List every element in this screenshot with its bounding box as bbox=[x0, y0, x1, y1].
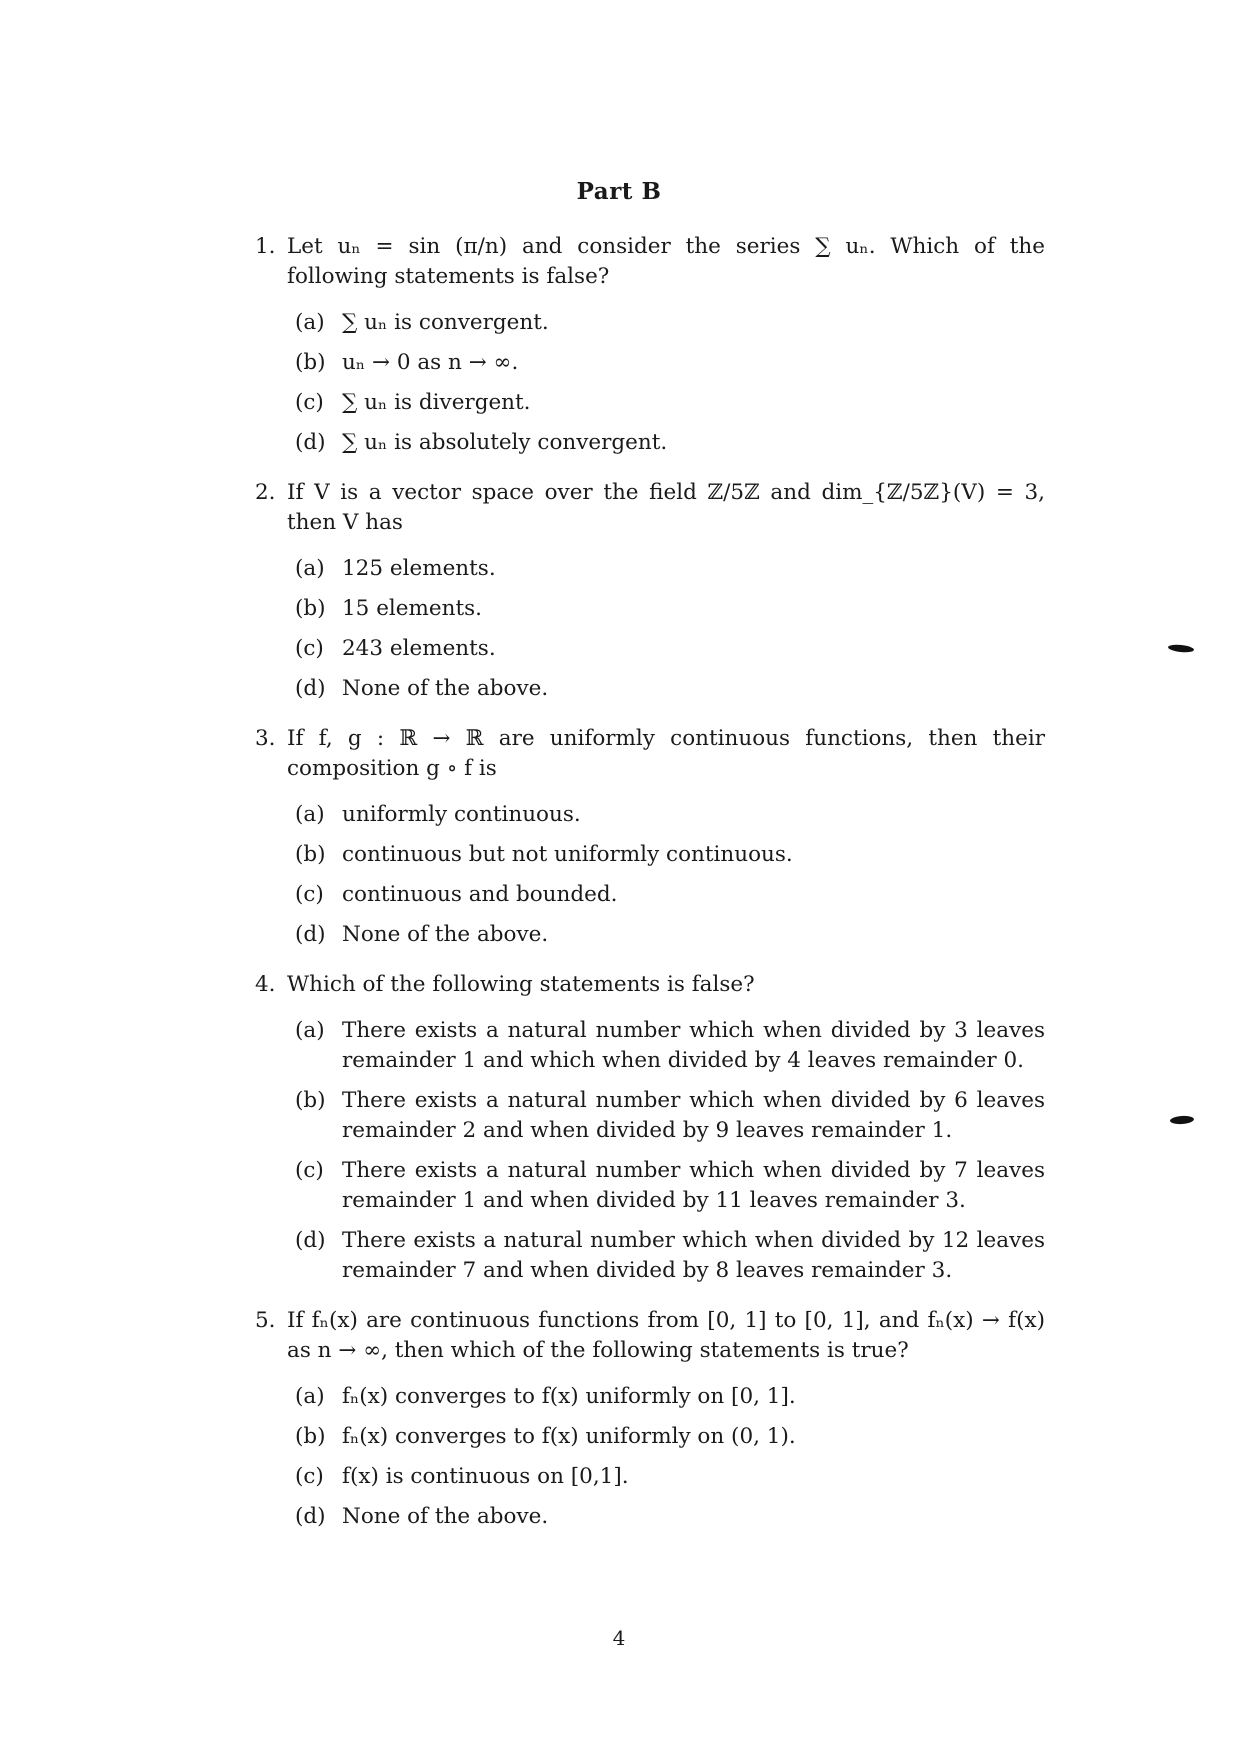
option-label: (c) bbox=[295, 390, 324, 415]
option-c bbox=[295, 634, 1045, 664]
option-d bbox=[295, 920, 1045, 950]
option-c bbox=[295, 1156, 1045, 1216]
option-label: (a) bbox=[295, 310, 325, 335]
option-text: ∑ uₙ is divergent. bbox=[342, 390, 531, 415]
option-c bbox=[295, 1462, 1045, 1492]
option-label: (a) bbox=[295, 1018, 325, 1043]
option-d bbox=[295, 1502, 1045, 1532]
question-text: If fₙ(x) are continuous functions from [0, 1] to [0, 1], and fₙ(x) → f(x) as n → ∞, then which of the following statements is true? bbox=[287, 1308, 1045, 1363]
option-list bbox=[295, 1016, 1045, 1286]
question-text: If f, g : ℝ → ℝ are uniformly continuous functions, then their composition g ∘ f is bbox=[287, 726, 1045, 781]
option-text: 15 elements. bbox=[342, 596, 482, 621]
question-3 bbox=[255, 724, 1045, 950]
option-text: None of the above. bbox=[342, 922, 549, 947]
question-2 bbox=[255, 478, 1045, 704]
option-label: (a) bbox=[295, 802, 325, 827]
question-text: Which of the following statements is false? bbox=[287, 972, 755, 997]
option-a bbox=[295, 1016, 1045, 1076]
option-d bbox=[295, 674, 1045, 704]
question-stem bbox=[255, 1306, 1045, 1366]
option-label: (b) bbox=[295, 596, 326, 621]
option-c bbox=[295, 388, 1045, 418]
option-label: (a) bbox=[295, 556, 325, 581]
option-c bbox=[295, 880, 1045, 910]
question-stem bbox=[255, 970, 1045, 1000]
question-number: 3. bbox=[255, 726, 276, 751]
option-label: (b) bbox=[295, 1424, 326, 1449]
scan-speck bbox=[1170, 1115, 1194, 1125]
option-d bbox=[295, 428, 1045, 458]
option-label: (d) bbox=[295, 1504, 326, 1529]
option-label: (b) bbox=[295, 842, 326, 867]
option-a bbox=[295, 1382, 1045, 1412]
option-text: There exists a natural number which when divided by 12 leaves remainder 7 and when divided by 8 leaves remainder 3. bbox=[342, 1228, 1045, 1283]
question-number: 1. bbox=[255, 234, 276, 259]
option-label: (c) bbox=[295, 1464, 324, 1489]
page-number: 4 bbox=[612, 1626, 626, 1650]
option-text: f(x) is continuous on [0,1]. bbox=[342, 1464, 629, 1489]
option-list bbox=[295, 308, 1045, 458]
option-label: (d) bbox=[295, 676, 326, 701]
option-b bbox=[295, 840, 1045, 870]
option-a bbox=[295, 800, 1045, 830]
option-label: (a) bbox=[295, 1384, 325, 1409]
option-label: (b) bbox=[295, 350, 326, 375]
option-text: None of the above. bbox=[342, 676, 549, 701]
option-text: 243 elements. bbox=[342, 636, 496, 661]
option-text: uniformly continuous. bbox=[342, 802, 581, 827]
option-b bbox=[295, 1422, 1045, 1452]
question-list bbox=[255, 232, 1045, 1552]
option-text: None of the above. bbox=[342, 1504, 549, 1529]
option-label: (d) bbox=[295, 430, 326, 455]
option-label: (d) bbox=[295, 922, 326, 947]
question-text: Let uₙ = sin (π/n) and consider the series ∑ uₙ. Which of the following statements is false? bbox=[287, 234, 1045, 289]
option-label: (c) bbox=[295, 1158, 324, 1183]
option-text: continuous but not uniformly continuous. bbox=[342, 842, 793, 867]
question-stem bbox=[255, 724, 1045, 784]
question-number: 2. bbox=[255, 480, 276, 505]
option-list bbox=[295, 800, 1045, 950]
question-text: If V is a vector space over the field ℤ/5ℤ and dim_{ℤ/5ℤ}(V) = 3, then V has bbox=[287, 480, 1045, 535]
option-text: 125 elements. bbox=[342, 556, 496, 581]
option-text: fₙ(x) converges to f(x) uniformly on [0, 1]. bbox=[342, 1384, 796, 1409]
option-text: There exists a natural number which when divided by 6 leaves remainder 2 and when divided by 9 leaves remainder 1. bbox=[342, 1088, 1045, 1143]
question-1 bbox=[255, 232, 1045, 458]
option-b bbox=[295, 348, 1045, 378]
option-text: fₙ(x) converges to f(x) uniformly on (0, 1). bbox=[342, 1424, 796, 1449]
option-label: (c) bbox=[295, 636, 324, 661]
page-heading: Part B bbox=[576, 178, 662, 205]
option-text: continuous and bounded. bbox=[342, 882, 618, 907]
question-5 bbox=[255, 1306, 1045, 1532]
question-number: 4. bbox=[255, 972, 276, 997]
option-text: There exists a natural number which when divided by 7 leaves remainder 1 and when divided by 11 leaves remainder 3. bbox=[342, 1158, 1045, 1213]
option-b bbox=[295, 594, 1045, 624]
question-number: 5. bbox=[255, 1308, 276, 1333]
option-text: ∑ uₙ is convergent. bbox=[342, 310, 549, 335]
option-label: (c) bbox=[295, 882, 324, 907]
question-stem bbox=[255, 232, 1045, 292]
option-list bbox=[295, 1382, 1045, 1532]
question-stem bbox=[255, 478, 1045, 538]
option-d bbox=[295, 1226, 1045, 1286]
option-a bbox=[295, 308, 1045, 338]
question-4 bbox=[255, 970, 1045, 1286]
option-list bbox=[295, 554, 1045, 704]
option-label: (b) bbox=[295, 1088, 326, 1113]
option-a bbox=[295, 554, 1045, 584]
option-text: ∑ uₙ is absolutely convergent. bbox=[342, 430, 668, 455]
option-label: (d) bbox=[295, 1228, 326, 1253]
scan-speck bbox=[1168, 644, 1195, 654]
option-b bbox=[295, 1086, 1045, 1146]
option-text: uₙ → 0 as n → ∞. bbox=[342, 350, 519, 375]
option-text: There exists a natural number which when divided by 3 leaves remainder 1 and which when divided by 4 leaves remainder 0. bbox=[342, 1018, 1045, 1073]
